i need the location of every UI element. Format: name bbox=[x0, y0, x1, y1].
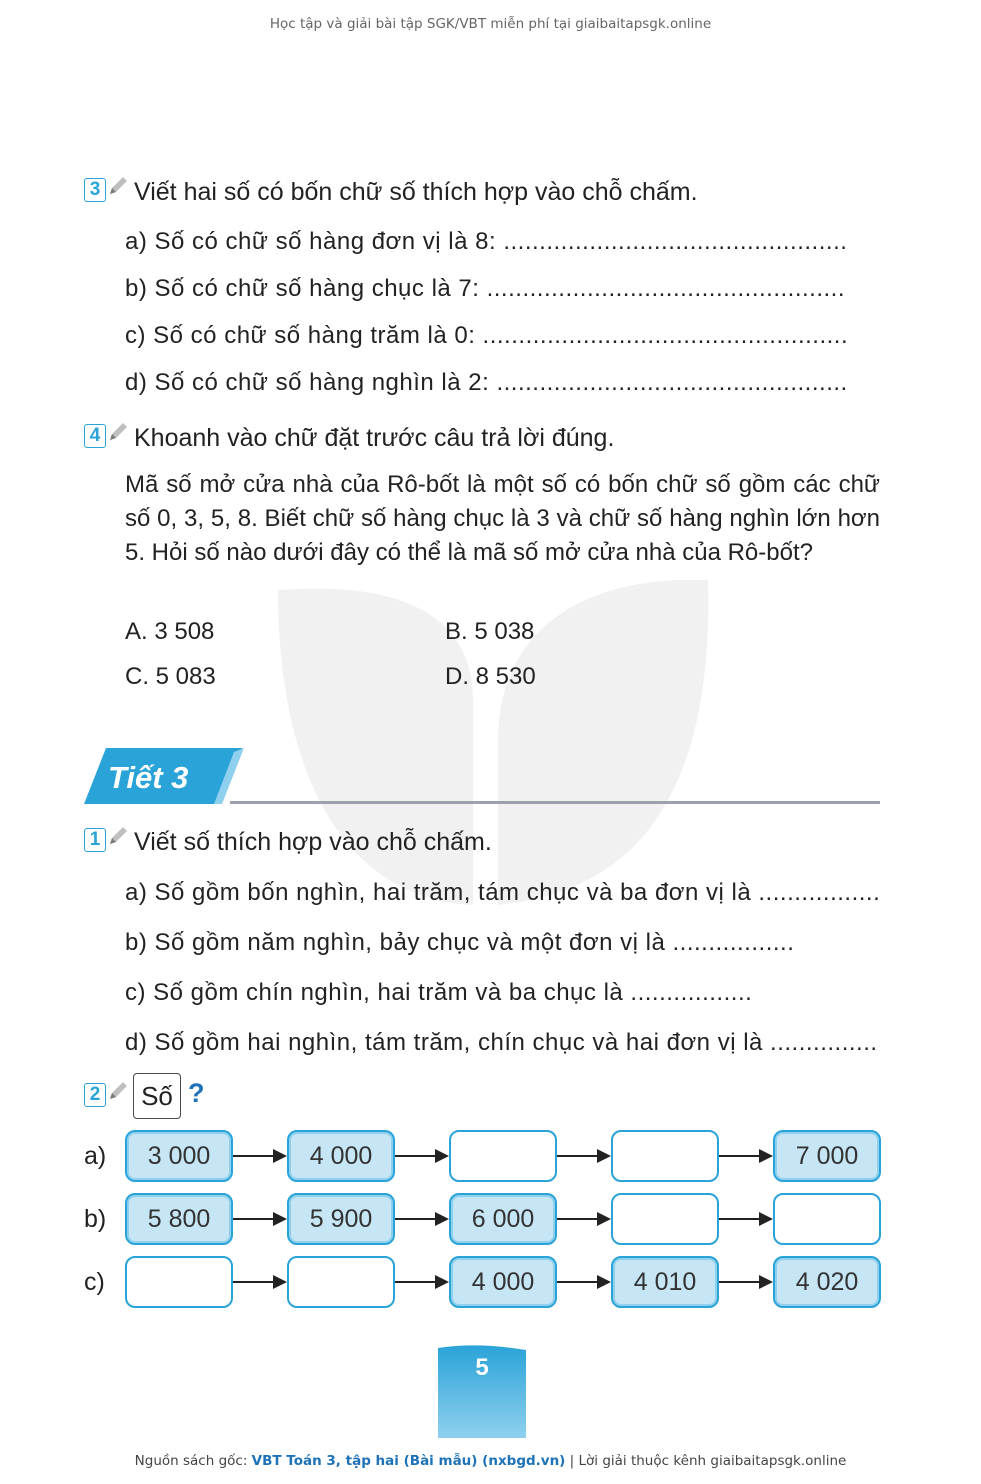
arrow-icon bbox=[557, 1155, 609, 1157]
arrow-icon bbox=[719, 1218, 771, 1220]
exercise-3-item-a: a) Số có chữ số hàng đơn vị là 8: ................................................ bbox=[125, 228, 848, 255]
answer-box[interactable] bbox=[611, 1193, 719, 1245]
section-title: Tiết 3 bbox=[108, 760, 189, 795]
so-label-box: Số bbox=[133, 1073, 181, 1119]
sequence-cell: 6 000 bbox=[449, 1193, 557, 1245]
publisher-watermark-logo bbox=[258, 560, 728, 920]
pencil-icon bbox=[106, 824, 130, 848]
arrow-icon bbox=[719, 1155, 771, 1157]
exercise-3-item-b: b) Số có chữ số hàng chục là 7: .................................................. bbox=[125, 275, 845, 302]
question-mark-icon: ? bbox=[188, 1078, 205, 1108]
arrow-icon bbox=[557, 1218, 609, 1220]
exercise-number-4: 4 bbox=[84, 424, 106, 448]
option-a[interactable]: A. 3 508 bbox=[125, 618, 215, 645]
exercise-1-item-d: d) Số gồm hai nghìn, tám trăm, chín chục và hai đơn vị là ............... bbox=[125, 1029, 878, 1056]
arrow-icon bbox=[557, 1281, 609, 1283]
page-footer bbox=[0, 1453, 981, 1469]
arrow-icon bbox=[233, 1218, 285, 1220]
exercise-number-3: 3 bbox=[84, 178, 106, 202]
exercise-3-item-d: d) Số có chữ số hàng nghìn là 2: ................................................. bbox=[125, 369, 848, 396]
exercise-3-title: Viết hai số có bốn chữ số thích hợp vào chỗ chấm. bbox=[134, 178, 698, 206]
option-d[interactable]: D. 8 530 bbox=[445, 663, 536, 690]
exercise-1-item-b: b) Số gồm năm nghìn, bảy chục và một đơn vị là ................. bbox=[125, 929, 795, 956]
exercise-4-title: Khoanh vào chữ đặt trước câu trả lời đúng. bbox=[134, 424, 615, 452]
pencil-icon bbox=[106, 1079, 130, 1103]
row-label-c: c) bbox=[84, 1268, 105, 1296]
arrow-icon bbox=[395, 1218, 447, 1220]
sequence-cell: 4 000 bbox=[287, 1130, 395, 1182]
arrow-icon bbox=[719, 1281, 771, 1283]
sequence-cell: 4 000 bbox=[449, 1256, 557, 1308]
exercise-4-problem: Mã số mở cửa nhà của Rô-bốt là một số có bốn chữ số gồm các chữ số 0, 3, 5, 8. Biết chữ số hàng chục là 3 và chữ số hàng nghìn lớn hơn 5. Hỏi số nào dưới đây có thể là mã số mở cửa nhà của Rô-bốt? bbox=[125, 471, 880, 566]
pencil-icon bbox=[106, 420, 130, 444]
answer-box[interactable] bbox=[611, 1130, 719, 1182]
exercise-3-item-c: c) Số có chữ số hàng trăm là 0: ................................................... bbox=[125, 322, 849, 349]
page-header: Học tập và giải bài tập SGK/VBT miễn phí tại giaibaitapsgk.online bbox=[269, 16, 712, 32]
pencil-icon bbox=[106, 174, 130, 198]
arrow-icon bbox=[395, 1281, 447, 1283]
sequence-cell: 5 800 bbox=[125, 1193, 233, 1245]
page-number: 5 bbox=[475, 1354, 489, 1381]
exercise-1-title: Viết số thích hợp vào chỗ chấm. bbox=[134, 828, 492, 856]
exercise-1-item-c: c) Số gồm chín nghìn, hai trăm và ba chục là ................. bbox=[125, 979, 753, 1006]
row-label-a: a) bbox=[84, 1142, 107, 1170]
option-c[interactable]: C. 5 083 bbox=[125, 663, 216, 690]
footer-prefix: Nguồn sách gốc: bbox=[134, 1453, 252, 1469]
sequence-cell: 7 000 bbox=[773, 1130, 881, 1182]
exercise-number-2: 2 bbox=[84, 1083, 106, 1107]
exercise-number-1: 1 bbox=[84, 828, 106, 852]
sequence-cell: 4 020 bbox=[773, 1256, 881, 1308]
answer-box[interactable] bbox=[287, 1256, 395, 1308]
sequence-cell: 3 000 bbox=[125, 1130, 233, 1182]
answer-box[interactable] bbox=[449, 1130, 557, 1182]
footer-source-link[interactable]: VBT Toán 3, tập hai (Bài mẫu) (nxbgd.vn) bbox=[251, 1453, 566, 1469]
row-label-b: b) bbox=[84, 1205, 107, 1233]
sequence-cell: 5 900 bbox=[287, 1193, 395, 1245]
answer-box[interactable] bbox=[125, 1256, 233, 1308]
section-divider bbox=[230, 801, 880, 804]
footer-suffix: | Lời giải thuộc kênh giaibaitapsgk.online bbox=[565, 1453, 847, 1469]
sequence-cell: 4 010 bbox=[611, 1256, 719, 1308]
arrow-icon bbox=[395, 1155, 447, 1157]
answer-box[interactable] bbox=[773, 1193, 881, 1245]
option-b[interactable]: B. 5 038 bbox=[445, 618, 535, 645]
arrow-icon bbox=[233, 1155, 285, 1157]
exercise-1-item-a: a) Số gồm bốn nghìn, hai trăm, tám chục và ba đơn vị là ................. bbox=[125, 879, 881, 906]
arrow-icon bbox=[233, 1281, 285, 1283]
